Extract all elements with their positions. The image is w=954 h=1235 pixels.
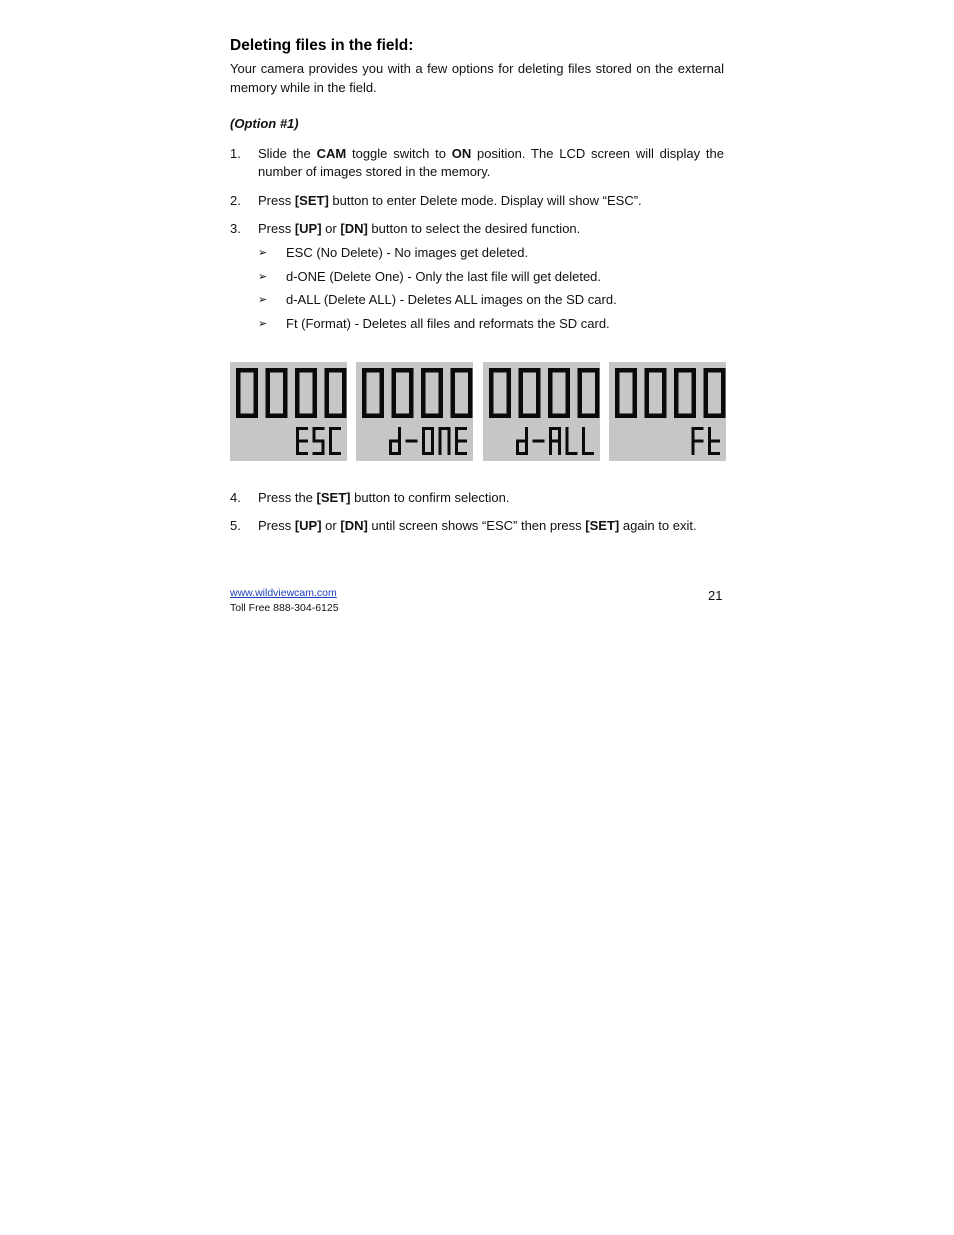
arrow-bullet-icon: ➢ [258, 318, 268, 330]
lcd-display-esc [230, 362, 347, 461]
lcd-segment [439, 441, 442, 455]
lcd-segment [489, 393, 494, 418]
lcd-segment [448, 441, 451, 455]
lcd-segment [392, 368, 397, 393]
lcd-segment [662, 368, 667, 393]
lcd-segment [254, 368, 259, 393]
option-label: (Option #1) [230, 116, 299, 131]
lcd-segment [421, 393, 426, 418]
website-link[interactable]: www.wildviewcam.com [230, 587, 337, 599]
lcd-segment [516, 441, 519, 455]
lcd-segment [548, 368, 553, 393]
lcd-segment [708, 427, 711, 441]
lcd-segment [708, 440, 720, 443]
lcd-segment [549, 440, 561, 443]
list-item-text: d-ONE (Delete One) - Only the last file will get deleted. [286, 269, 602, 284]
arrow-bullet-icon: ➢ [258, 271, 268, 283]
lcd-segment [296, 441, 299, 455]
lcd-segment [549, 441, 552, 455]
lcd-segment [448, 427, 451, 441]
lcd-segment [380, 368, 385, 393]
lcd-segment [296, 440, 308, 443]
lcd-segment [566, 441, 569, 455]
lcd-segment [455, 441, 458, 455]
lcd-segment [389, 441, 392, 455]
lcd-segment [516, 440, 528, 443]
lcd-segment [325, 393, 330, 418]
step-text: Press [UP] or [DN] button to select the desired function. [258, 221, 581, 236]
lcd-segment [236, 368, 241, 393]
list-item-text: ESC (No Delete) - No images get deleted. [286, 245, 529, 260]
lcd-segment [296, 427, 299, 441]
lcd-segment [708, 441, 711, 455]
step-number: 3. [230, 221, 241, 236]
lcd-segment [313, 452, 325, 455]
lcd-display-ft [609, 362, 726, 461]
lcd-segments [356, 362, 473, 461]
lcd-segment [704, 393, 709, 418]
step-number: 5. [230, 518, 241, 533]
list-item-text: d-ALL (Delete ALL) - Deletes ALL images on the SD card. [286, 292, 617, 307]
lcd-segment [451, 393, 456, 418]
lcd-segment [489, 368, 494, 393]
lcd-segment [633, 368, 638, 393]
step-5 [230, 517, 724, 535]
lcd-segment [692, 440, 704, 443]
lcd-display-d-all [483, 362, 600, 461]
step-4 [230, 489, 724, 507]
lcd-display-row [230, 362, 726, 461]
step-text: Press [UP] or [DN] until screen shows “ESC” then press [SET] again to exit. [258, 518, 697, 533]
lcd-segment [422, 441, 425, 455]
step-number: 2. [230, 193, 241, 208]
lcd-segment [236, 393, 241, 418]
lcd-segment [439, 368, 444, 393]
step-number: 1. [230, 146, 241, 161]
lcd-segment [566, 368, 571, 393]
lcd-segment [582, 427, 585, 441]
toll-free-phone: Toll Free 888-304-6125 [230, 602, 339, 614]
lcd-segment [439, 427, 442, 441]
lcd-segment [389, 440, 401, 443]
lcd-segment [325, 368, 330, 393]
lcd-segment [329, 441, 332, 455]
lcd-segment [519, 368, 524, 393]
lcd-segment [342, 368, 347, 393]
lcd-segment [558, 441, 561, 455]
step-1 [230, 145, 724, 181]
lcd-segment [645, 368, 650, 393]
list-item-text: Ft (Format) - Deletes all files and reformats the SD card. [286, 316, 610, 331]
lcd-segment [507, 368, 512, 393]
lcd-segment [704, 368, 709, 393]
lcd-segment [692, 441, 695, 455]
lcd-segment [558, 427, 561, 441]
lcd-segment [409, 368, 414, 393]
lcd-segment [578, 393, 583, 418]
page-number: 21 [708, 588, 723, 603]
section-heading: Deleting files in the field: [230, 37, 414, 54]
arrow-bullet-icon: ➢ [258, 294, 268, 306]
lcd-segment [283, 368, 288, 393]
lcd-segment [615, 368, 620, 393]
step-text: Slide the CAM toggle switch to ON position. The LCD screen will display the number of images stored in the memory. [258, 146, 725, 179]
lcd-segment [692, 427, 695, 441]
lcd-segment [313, 368, 318, 393]
lcd-segment [582, 441, 585, 455]
lcd-segment [421, 368, 426, 393]
lcd-segment [533, 440, 545, 443]
lcd-segment [645, 393, 650, 418]
lcd-segment [595, 368, 600, 393]
lcd-segments [609, 362, 726, 461]
lcd-segment [566, 427, 569, 441]
lcd-segment [329, 427, 332, 441]
lcd-segment [548, 393, 553, 418]
step-text: Press [SET] button to enter Delete mode. Display will show “ESC”. [258, 193, 642, 208]
lcd-segment [362, 368, 367, 393]
step-3 [230, 220, 724, 238]
lcd-segment [392, 393, 397, 418]
lcd-segment [674, 368, 679, 393]
lcd-segment [362, 393, 367, 418]
lcd-segment [266, 368, 271, 393]
lcd-segment [266, 393, 271, 418]
step-number: 4. [230, 490, 241, 505]
lcd-display-d-one [356, 362, 473, 461]
lcd-segment [422, 427, 425, 441]
lcd-segment [313, 440, 325, 443]
lcd-segment [455, 427, 458, 441]
lcd-segment [549, 427, 552, 441]
step-text: Press the [SET] button to confirm selection. [258, 490, 510, 505]
lcd-segment [295, 368, 300, 393]
lcd-segment [398, 427, 401, 441]
lcd-segment [468, 368, 473, 393]
lcd-segment [313, 427, 316, 441]
lcd-segment [721, 368, 726, 393]
arrow-bullet-icon: ➢ [258, 247, 268, 259]
lcd-segment [525, 427, 528, 441]
lcd-segment [431, 427, 434, 441]
lcd-segment [519, 393, 524, 418]
lcd-segment [674, 393, 679, 418]
lcd-segment [455, 440, 467, 443]
lcd-segments [230, 362, 347, 461]
lcd-segment [578, 368, 583, 393]
intro-paragraph: Your camera provides you with a few options for deleting files stored on the external memory while in the field. [230, 61, 724, 95]
lcd-segments [483, 362, 600, 461]
lcd-segment [451, 368, 456, 393]
lcd-segment [692, 368, 697, 393]
step-2 [230, 192, 724, 210]
lcd-segment [406, 440, 418, 443]
lcd-segment [615, 393, 620, 418]
lcd-segment [536, 368, 541, 393]
lcd-segment [295, 393, 300, 418]
